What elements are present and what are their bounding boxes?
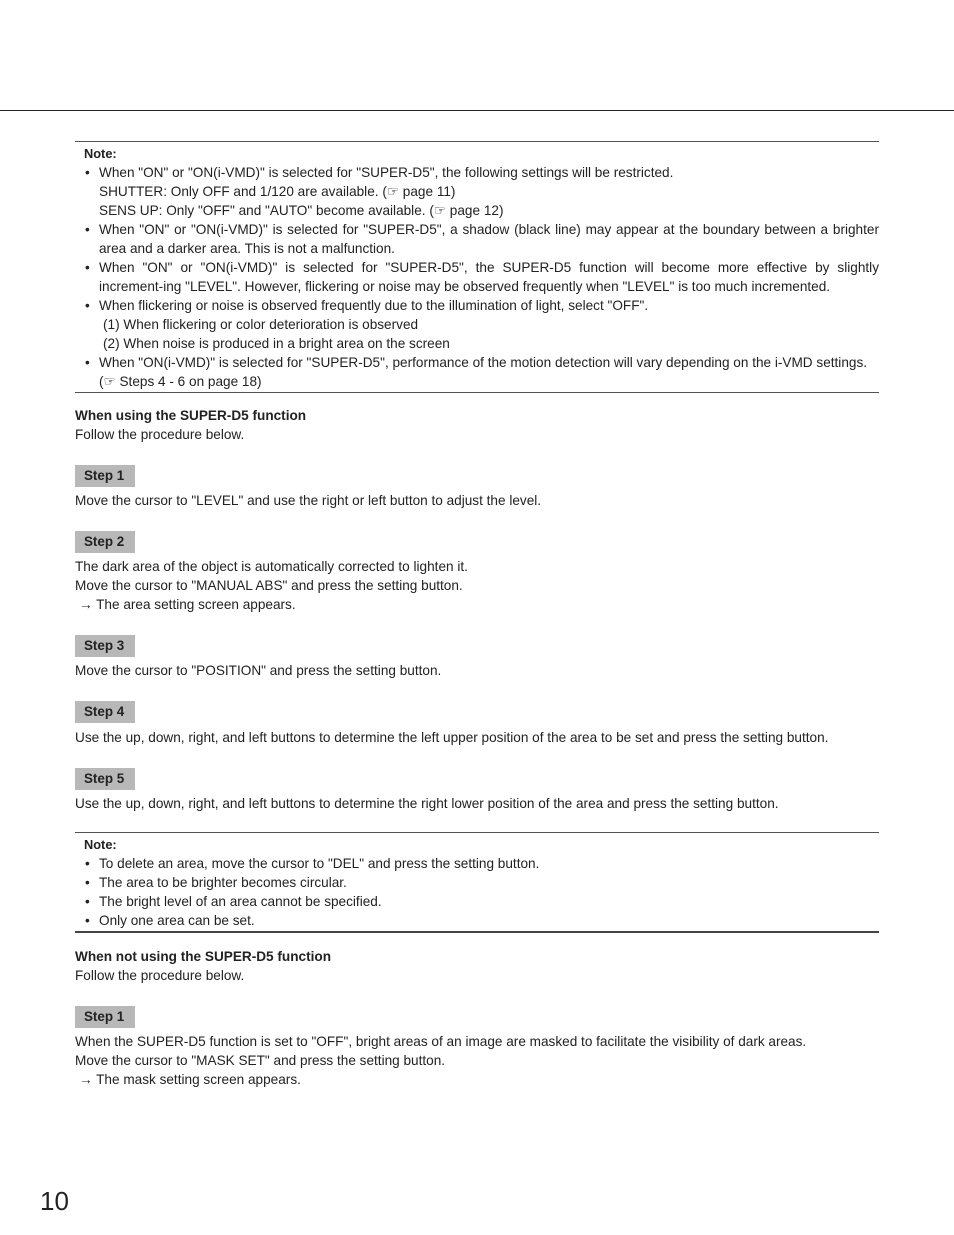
- header-rule: [0, 110, 954, 111]
- step-label: Step 3: [75, 635, 135, 657]
- note-list: [75, 163, 879, 391]
- step-label: Step 5: [75, 768, 135, 790]
- step-text: Move the cursor to "LEVEL" and use the right or left button to adjust the level.: [75, 493, 542, 508]
- step-label: Step 2: [75, 531, 135, 553]
- note-box-restrictions: [75, 141, 879, 393]
- note-item: • When "ON(i-VMD)" is selected for "SUPER-D5", performance of the motion detection will vary depending on the i-VMD settings. (☞ Steps 4 - 6 on page 18): [75, 353, 879, 391]
- note-list: [75, 854, 879, 930]
- note-item: • When flickering or noise is observed frequently due to the illumination of light, select "OFF". (1) When flickering or color deterioration is observed (2) When noise is produced in a bright area on the screen: [75, 296, 879, 353]
- note-item: • To delete an area, move the cursor to "DEL" and press the setting button.: [75, 854, 879, 873]
- step-label: Step 4: [75, 701, 135, 723]
- note-title: Note:: [84, 837, 117, 852]
- note-sub-line: (☞ Steps 4 - 6 on page 18): [99, 374, 262, 389]
- step-label: Step 1: [75, 465, 135, 487]
- step-label: Step 1: [75, 1006, 135, 1028]
- note-item: • Only one area can be set.: [75, 911, 879, 930]
- note-item: • When "ON" or "ON(i-VMD)" is selected for "SUPER-D5", the following settings will be restricted. SHUTTER: Only OFF and 1/120 are available. (☞ page 11) SENS UP: Only "OFF" and "AUTO" become available. (☞ page 12): [75, 163, 879, 220]
- note-box-area: [75, 832, 879, 933]
- section-intro: Follow the procedure below.: [75, 427, 245, 442]
- section-intro: Follow the procedure below.: [75, 968, 245, 983]
- step-text: Use the up, down, right, and left buttons to determine the left upper position of the area to be set and press the setting button.: [75, 730, 829, 745]
- note-item: • When "ON" or "ON(i-VMD)" is selected for "SUPER-D5", a shadow (black line) may appear at the boundary between a brighter area and a darker area. This is not a malfunction.: [75, 220, 879, 258]
- note-title: Note:: [84, 146, 117, 161]
- note-sub-line: (1) When flickering or color deterioration is observed: [103, 317, 419, 332]
- section-heading: When not using the SUPER-D5 function: [75, 949, 331, 964]
- note-sub-line: SHUTTER: Only OFF and 1/120 are available. (☞ page 11): [99, 184, 456, 199]
- note-sub-line: (2) When noise is produced in a bright area on the screen: [103, 336, 450, 351]
- section-heading: When using the SUPER-D5 function: [75, 408, 307, 423]
- section-using: [75, 406, 885, 444]
- note-item: • The bright level of an area cannot be specified.: [75, 892, 879, 911]
- step-text: When the SUPER-D5 function is set to "OFF", bright areas of an image are masked to facilitate the visibility of dark areas. Move the cursor to "MASK SET" and press the setting button. → The mask setting screen appears.: [75, 1034, 807, 1087]
- step-text: The dark area of the object is automatically corrected to lighten it. Move the cursor to "MANUAL ABS" and press the setting button. → The area setting screen appears.: [75, 559, 468, 612]
- note-item: • When "ON" or "ON(i-VMD)" is selected for "SUPER-D5", the SUPER-D5 function will become more effective by slightly increment-ing "LEVEL". However, flickering or noise may be observed frequently when "LEVEL" is too much incremented.: [75, 258, 879, 296]
- note-sub-line: SENS UP: Only "OFF" and "AUTO" become available. (☞ page 12): [99, 203, 504, 218]
- step-text: Use the up, down, right, and left buttons to determine the right lower position of the area and press the setting button.: [75, 796, 779, 811]
- step-text: Move the cursor to "POSITION" and press the setting button.: [75, 663, 442, 678]
- note-item: • The area to be brighter becomes circular.: [75, 873, 879, 892]
- page-number: 10: [40, 1186, 69, 1216]
- section-not-using: [75, 947, 885, 985]
